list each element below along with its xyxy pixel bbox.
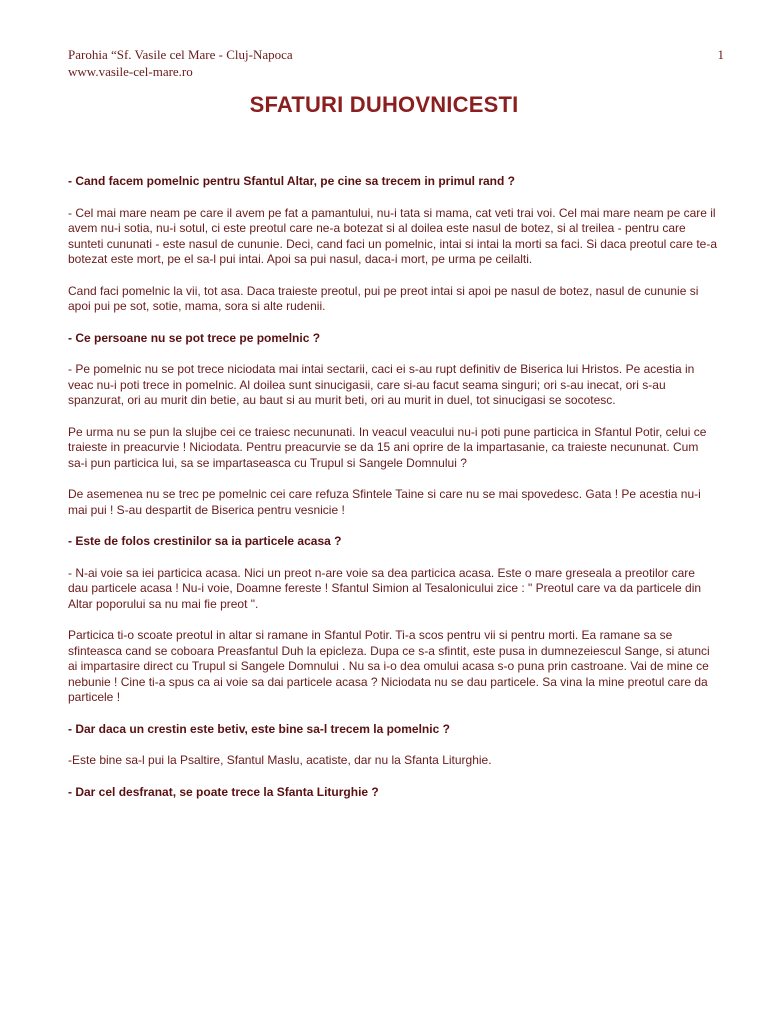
parish-name: Parohia “Sf. Vasile cel Mare - Cluj-Napoca — [68, 47, 293, 62]
answer-paragraph: Pe urma nu se pun la slujbe cei ce traiesc necununati. In veacul veacului nu-i poti pune particica in Sfantul Potir, celui ce traieste in preacurvie ! Niciodata. Pentru preacurvie se da 15 ani oprire de la impartasanie, ca traieste necununat. Cum sa-i pun particica lui, sa se impartaseasca cu Trupul si Sangele Domnului ? — [68, 424, 707, 470]
page-header — [68, 46, 293, 80]
answer-paragraph: - Pe pomelnic nu se pot trece niciodata mai intai sectarii, caci ei s-au rupt definitiv de Biserica lui Hristos. Pe acestia in veac nu-i poti trece in pomelnic. Al doilea sunt sinucigasii, care si-au facut seama singuri; ori s-au inecat, ori s-au spanzurat, ori au murit din betie, au baut si au murit beti, ori au murit in duel, tot sinucigasi se socotesc. — [68, 362, 695, 407]
document-body — [68, 174, 718, 816]
answer-paragraph: Particica ti-o scoate preotul in altar si ramane in Sfantul Potir. Ti-a scos pentru vii si pentru morti. Ea ramane sa se sfinteasca cand se coboara Preasfantul Duh la epicleza. Dupa ce s-a sfintit, este pusa in dumnezeiescul Sange, si atunci ai impartasire direct cu Trupul si Sangele Domnului . Nu sa i-o dea omului acasa s-o puna prin castroane. Vai de mine ce nebunie ! Cine ti-a spus ca ai voie sa dai particele acasa ? Niciodata nu se dau particele. Sa vina la mine preotul care da particele ! — [68, 628, 710, 704]
website-link[interactable]: www.vasile-cel-mare.ro — [68, 64, 193, 79]
answer-paragraph: - Cel mai mare neam pe care il avem pe fat a pamantului, nu-i tata si mama, cat veti trai voi. Cel mai mare neam pe care il avem nu-i sotia, nu-i sotul, ci este preotul care ne-a botezat si al doilea este nasul de botez, si al treilea - pentru care sunteti cununati - este nasul de cununie. Deci, cand faci un pomelnic, intai si intai la morti sa faci. Si daca preotul care te-a botezat este mort, pe el sa-l pui intai. Apoi sa pui nasul, daca-i mort, pe urma pe ceilalti. — [68, 205, 718, 266]
question-paragraph: - Dar daca un crestin este betiv, este bine sa-l trecem la pomelnic ? — [68, 721, 450, 736]
question-paragraph: - Ce persoane nu se pot trece pe pomelnic ? — [68, 330, 321, 345]
document-title: SFATURI DUHOVNICESTI — [249, 92, 519, 117]
answer-paragraph: -Este bine sa-l pui la Psaltire, Sfantul Maslu, acatiste, dar nu la Sfanta Liturghie. — [68, 753, 492, 767]
answer-paragraph: Cand faci pomelnic la vii, tot asa. Daca traieste preotul, pui pe preot intai si apoi pe nasul de botez, nasul de cununie si apoi pui pe sot, sotie, mama, sora si alte rudenii. — [68, 283, 699, 313]
page-number: 1 — [717, 47, 724, 62]
answer-paragraph: - N-ai voie sa iei particica acasa. Nici un preot n-are voie sa dea particica acasa. Este o mare greseala a preotilor care dau particele acasa ! Nu-i voie, Doamne fereste ! Sfantul Simion al Tesalonicului zice : " Preotul care va da particele din Altar poporului sa nu mai fie preot ". — [68, 565, 702, 611]
question-paragraph: - Dar cel desfranat, se poate trece la Sfanta Liturghie ? — [68, 784, 379, 799]
answer-paragraph: De asemenea nu se trec pe pomelnic cei care refuza Sfintele Taine si care nu se mai spovedesc. Gata ! Pe acestia nu-i mai pui ! S-au despartit de Biserica pentru vesnicie ! — [68, 487, 701, 517]
question-paragraph: - Este de folos crestinilor sa ia particele acasa ? — [68, 534, 342, 548]
question-paragraph: - Cand facem pomelnic pentru Sfantul Altar, pe cine sa trecem in primul rand ? — [68, 174, 515, 188]
